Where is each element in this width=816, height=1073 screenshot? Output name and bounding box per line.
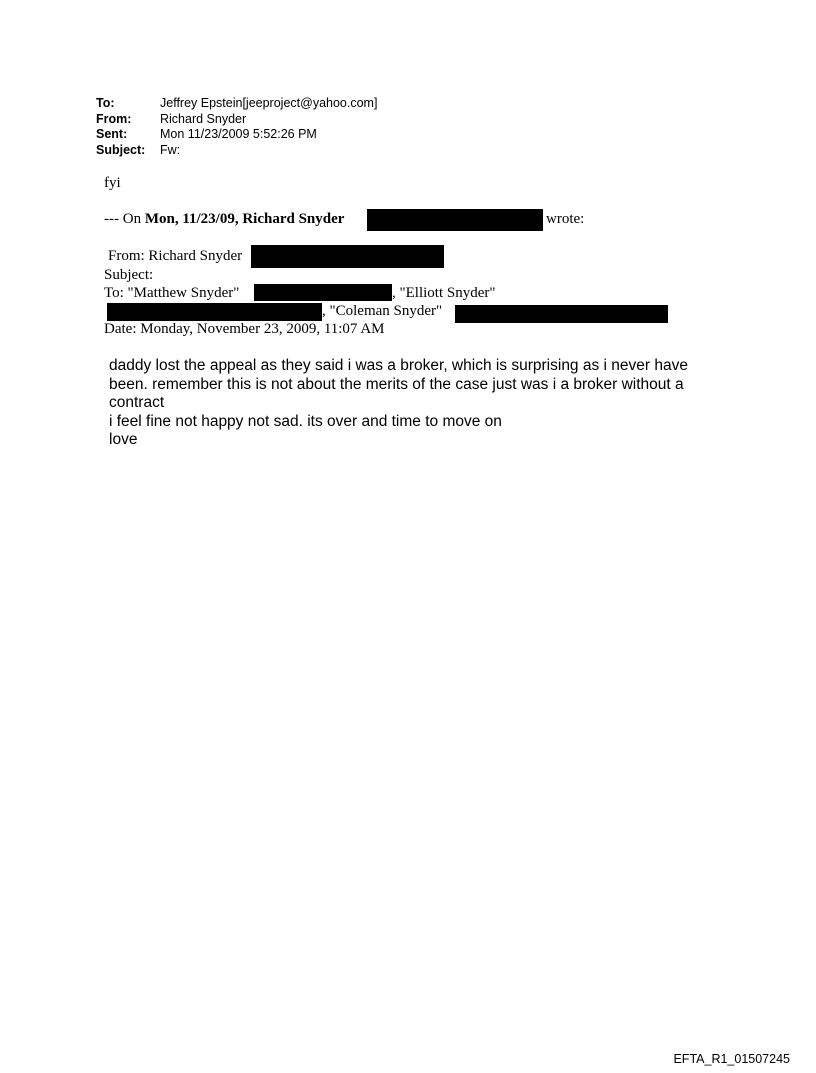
fyi-text: fyi — [104, 175, 121, 191]
header-subject-row — [96, 143, 377, 159]
to-label: To: — [96, 96, 115, 110]
fwd-from: From: Richard Snyder — [108, 248, 243, 264]
redaction-box — [107, 303, 322, 321]
body-line: daddy lost the appeal as they said i was a broker, which is surprising as i never have — [109, 357, 688, 374]
sent-label: Sent: — [96, 127, 128, 141]
fwd-to-elliott: , "Elliott Snyder" — [392, 285, 496, 301]
redaction-box — [254, 284, 392, 301]
message-body — [109, 357, 749, 450]
body-line: been. remember this is not about the merits of the case just was i a broker without a — [109, 375, 684, 393]
fwd-date: Date: Monday, November 23, 2009, 11:07 AM — [104, 321, 385, 337]
header-sent-row — [96, 127, 377, 143]
body-line: contract — [109, 394, 165, 411]
redaction-box — [455, 305, 668, 323]
header-from-row — [96, 112, 377, 128]
fwd-subject: Subject: — [104, 267, 154, 283]
redaction-box — [367, 209, 543, 231]
subject-label: Subject: — [96, 142, 146, 157]
quote-prefix: --- On — [104, 211, 145, 227]
document-id: EFTA_R1_01507245 — [673, 1052, 790, 1066]
fwd-to-start: To: "Matthew Snyder" — [104, 285, 240, 301]
header-to-row — [96, 96, 377, 112]
fwd-to-coleman: , "Coleman Snyder" — [322, 303, 443, 319]
redaction-box — [251, 245, 444, 268]
from-value: Richard Snyder — [160, 111, 247, 126]
subject-value: Fw: — [160, 142, 181, 157]
from-label: From: — [96, 111, 132, 126]
sent-value: Mon 11/23/2009 5:52:26 PM — [160, 127, 317, 141]
body-line: love — [109, 431, 138, 448]
quote-line — [104, 211, 344, 228]
quote-bold: Mon, 11/23/09, Richard Snyder — [144, 211, 345, 227]
quote-wrote: wrote: — [546, 211, 585, 227]
body-line: i feel fine not happy not sad. its over and time to move on — [109, 412, 502, 430]
to-value: Jeffrey Epstein[jeeproject@yahoo.com] — [160, 96, 378, 110]
email-header — [96, 96, 377, 158]
